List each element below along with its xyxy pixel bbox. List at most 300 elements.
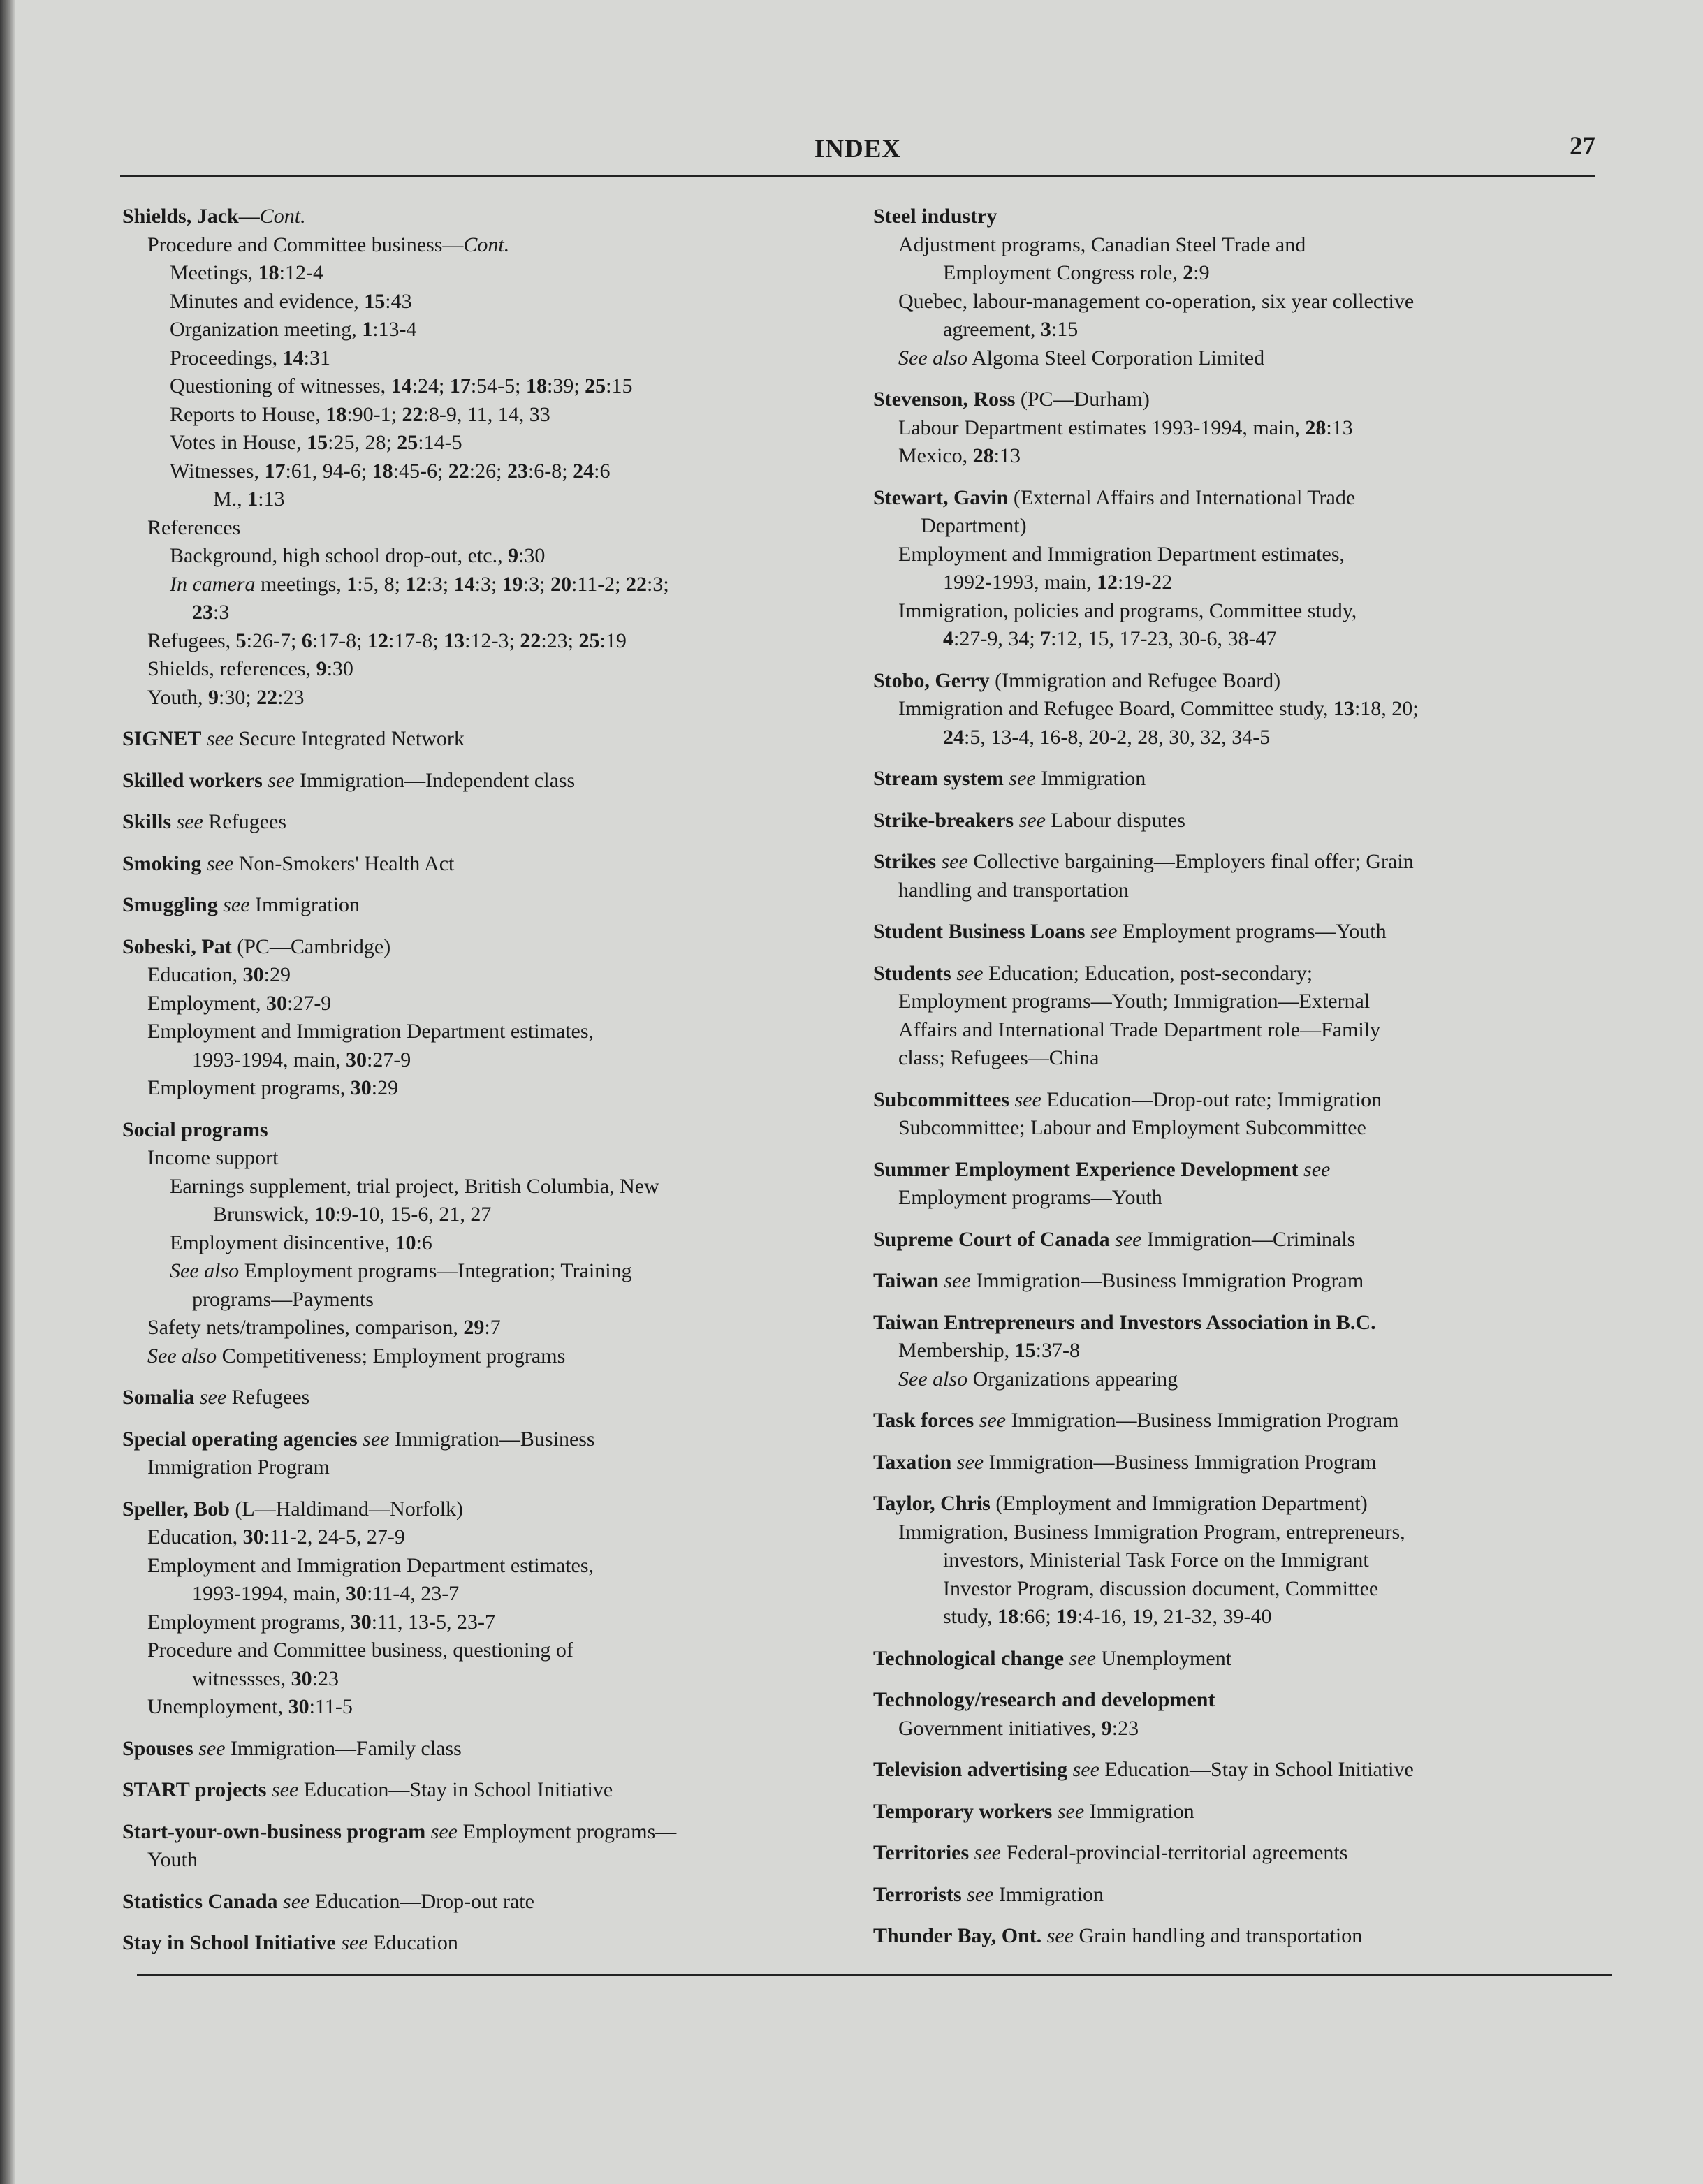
entry-text: Immigration and Refugee Board, Committee study, bbox=[898, 697, 1333, 720]
entry-text: :12-4 bbox=[279, 261, 323, 284]
entry-text: :13 bbox=[258, 488, 285, 511]
entry-text: Immigration—Criminals bbox=[1146, 1227, 1356, 1251]
issue-number: 9 bbox=[508, 544, 519, 567]
entry-subline bbox=[122, 429, 856, 457]
entry-text: Employment programs, bbox=[147, 1610, 351, 1634]
entry-text: :30 bbox=[326, 657, 353, 680]
entry-text: Immigration—Family class bbox=[231, 1736, 462, 1760]
entry-subline bbox=[122, 961, 856, 990]
italic-text: see bbox=[425, 1819, 463, 1843]
issue-number: 17 bbox=[449, 374, 471, 397]
entry-text: handling and transportation bbox=[898, 878, 1129, 902]
issue-number: 12 bbox=[1096, 571, 1118, 594]
entry-text: :5, 13-4, 16-8, 20-2, 28, 30, 32, 34-5 bbox=[964, 725, 1271, 749]
index-entry bbox=[873, 1645, 1607, 1673]
italic-text: See also bbox=[898, 1367, 968, 1391]
entry-subline bbox=[873, 1518, 1607, 1547]
entry-text: Education; Education, post-secondary; bbox=[988, 961, 1313, 985]
entry-text: Income support bbox=[147, 1146, 279, 1169]
entry-text: :24; bbox=[411, 374, 450, 397]
entry-subline bbox=[873, 414, 1607, 443]
issue-number: 22 bbox=[626, 572, 648, 596]
entry-subline bbox=[873, 1184, 1607, 1212]
entry-heading-line bbox=[873, 1881, 1607, 1910]
entry-heading-line bbox=[122, 1495, 856, 1524]
italic-text: see bbox=[262, 768, 300, 792]
entry-heading-line bbox=[122, 1384, 856, 1412]
entry-subline bbox=[873, 988, 1607, 1016]
entry-heading-line bbox=[873, 1798, 1607, 1826]
entry-heading-line bbox=[873, 1226, 1607, 1254]
entry-text: Unemployment, bbox=[147, 1695, 288, 1718]
entry-heading: Task forces bbox=[873, 1409, 974, 1432]
entry-subline bbox=[122, 457, 856, 486]
issue-number: 14 bbox=[282, 346, 304, 369]
issue-number: 4 bbox=[943, 627, 953, 650]
entry-text: (Employment and Immigration Department) bbox=[990, 1492, 1368, 1515]
entry-text: Employment programs— bbox=[462, 1819, 677, 1843]
entry-text: Department) bbox=[921, 514, 1027, 537]
italic-text: see bbox=[201, 727, 239, 750]
entry-subline bbox=[122, 1018, 856, 1046]
index-entry bbox=[122, 1888, 856, 1917]
issue-number: 30 bbox=[350, 1076, 372, 1099]
issue-number: 19 bbox=[1056, 1605, 1078, 1628]
entry-subline bbox=[873, 1016, 1607, 1045]
entry-subline bbox=[122, 231, 856, 260]
entry-text: :23; bbox=[541, 629, 579, 652]
entry-text: investors, Ministerial Task Force on the Immigrant bbox=[943, 1548, 1369, 1571]
entry-heading: Taiwan Entrepreneurs and Investors Association in B.C. bbox=[873, 1310, 1376, 1334]
index-entry bbox=[873, 1490, 1607, 1632]
issue-number: 15 bbox=[1014, 1339, 1036, 1362]
entry-subline bbox=[122, 1229, 856, 1258]
entry-text: :43 bbox=[385, 289, 412, 313]
entry-text: Earnings supplement, trial project, British Columbia, New bbox=[170, 1174, 659, 1198]
italic-text: Cont. bbox=[259, 205, 306, 228]
entry-text: (L—Haldimand—Norfolk) bbox=[229, 1497, 464, 1520]
entry-heading-line bbox=[873, 960, 1607, 988]
index-entry bbox=[873, 765, 1607, 793]
entry-subline bbox=[122, 1074, 856, 1103]
entry-text: Competitiveness; Employment programs bbox=[217, 1344, 566, 1368]
entry-text: Membership, bbox=[898, 1339, 1015, 1362]
entry-text: Safety nets/trampolines, comparison, bbox=[147, 1316, 464, 1339]
italic-text: see bbox=[193, 1736, 231, 1760]
entry-heading: Territories bbox=[873, 1841, 970, 1864]
entry-heading-line bbox=[873, 484, 1607, 513]
page-title: INDEX bbox=[814, 135, 902, 163]
entry-heading: Somalia bbox=[122, 1386, 195, 1409]
entry-text: :90-1; bbox=[346, 402, 402, 426]
entry-text: References bbox=[147, 515, 241, 539]
entry-heading-line bbox=[122, 891, 856, 920]
index-column-right bbox=[873, 203, 1607, 1964]
entry-heading-line bbox=[873, 1267, 1607, 1296]
entry-text: Education bbox=[373, 1931, 458, 1954]
issue-number: 18 bbox=[997, 1605, 1019, 1628]
entry-text: :30; bbox=[219, 685, 257, 709]
entry-text: Non-Smokers' Health Act bbox=[238, 851, 455, 875]
entry-text: :25, 28; bbox=[328, 431, 397, 454]
issue-number: 18 bbox=[258, 261, 279, 284]
index-entry bbox=[122, 1929, 856, 1958]
entry-subline bbox=[873, 541, 1607, 569]
italic-text: See also bbox=[898, 346, 968, 369]
entry-text: programs—Payments bbox=[192, 1287, 374, 1311]
entry-heading-line bbox=[873, 1490, 1607, 1518]
entry-text: Procedure and Committee business— bbox=[147, 233, 464, 256]
issue-number: 30 bbox=[345, 1582, 367, 1605]
entry-text: :5, 8; bbox=[357, 572, 406, 596]
entry-subline bbox=[122, 542, 856, 571]
entry-subline bbox=[873, 259, 1607, 288]
entry-text: Employment programs—Youth bbox=[1122, 920, 1387, 943]
issue-number: 22 bbox=[520, 629, 541, 652]
entry-heading-line bbox=[873, 1839, 1607, 1868]
issue-number: 17 bbox=[264, 459, 286, 483]
italic-text: Cont. bbox=[463, 233, 510, 256]
entry-text: Education—Stay in School Initiative bbox=[303, 1778, 613, 1801]
index-entry bbox=[873, 1922, 1607, 1951]
entry-subline bbox=[873, 288, 1607, 316]
page-binding-shadow bbox=[0, 0, 15, 2184]
issue-number: 30 bbox=[345, 1048, 367, 1071]
entry-text: Employment, bbox=[147, 991, 266, 1015]
index-entry bbox=[873, 203, 1607, 372]
index-entry bbox=[873, 386, 1607, 471]
entry-text: :37-8 bbox=[1035, 1339, 1080, 1362]
entry-text: :27-9, 34; bbox=[953, 627, 1041, 650]
entry-text: :23 bbox=[1111, 1716, 1139, 1740]
entry-heading: Taxation bbox=[873, 1450, 952, 1474]
italic-text: see bbox=[357, 1427, 395, 1451]
entry-text: Labour disputes bbox=[1051, 808, 1185, 832]
entry-subline bbox=[873, 569, 1607, 597]
issue-number: 22 bbox=[256, 685, 278, 709]
index-entry bbox=[122, 767, 856, 796]
entry-subline bbox=[122, 627, 856, 656]
issue-number: 12 bbox=[405, 572, 427, 596]
entry-heading-line bbox=[873, 765, 1607, 793]
entry-text: 1992-1993, main, bbox=[943, 571, 1097, 594]
issue-number: 24 bbox=[573, 459, 594, 483]
entry-text: (Immigration and Refugee Board) bbox=[989, 668, 1281, 692]
entry-subline bbox=[873, 1603, 1607, 1632]
italic-text: see bbox=[969, 1841, 1007, 1864]
entry-text: Immigration bbox=[255, 893, 360, 916]
entry-text: Organizations appearing bbox=[967, 1367, 1178, 1391]
entry-heading-line bbox=[122, 203, 856, 231]
entry-text: Questioning of witnesses, bbox=[170, 374, 391, 397]
entry-text: Immigration bbox=[1041, 767, 1146, 790]
italic-text: see bbox=[1003, 767, 1041, 790]
italic-text: see bbox=[951, 961, 989, 985]
italic-text: see bbox=[217, 893, 256, 916]
issue-number: 22 bbox=[448, 459, 469, 483]
entry-subline bbox=[122, 1286, 856, 1314]
index-entry bbox=[122, 808, 856, 837]
entry-subline bbox=[873, 1044, 1607, 1073]
entry-heading-line bbox=[122, 1818, 856, 1847]
issue-number: 9 bbox=[316, 657, 327, 680]
entry-text: Employment disincentive, bbox=[170, 1231, 395, 1254]
issue-number: 25 bbox=[585, 374, 606, 397]
entry-heading: Subcommittees bbox=[873, 1087, 1009, 1111]
entry-text: Employment programs—Youth; Immigration—External bbox=[898, 990, 1371, 1013]
entry-text: Refugees, bbox=[147, 629, 236, 652]
entry-text: :26-7; bbox=[246, 629, 302, 652]
entry-text: M., bbox=[213, 488, 248, 511]
entry-text: Witnesses, bbox=[170, 459, 265, 483]
index-entry bbox=[873, 848, 1607, 904]
entry-text: :23 bbox=[312, 1666, 339, 1690]
entry-subline bbox=[122, 1257, 856, 1286]
italic-text: see bbox=[1067, 1758, 1105, 1781]
index-entry bbox=[122, 1735, 856, 1764]
entry-heading: Terrorists bbox=[873, 1882, 962, 1906]
entry-text: class; Refugees—China bbox=[898, 1046, 1099, 1069]
entry-subline bbox=[122, 1453, 856, 1482]
entry-text: :6 bbox=[416, 1231, 432, 1254]
entry-text: Immigration—Independent class bbox=[300, 768, 576, 792]
italic-text: See also bbox=[170, 1259, 240, 1282]
entry-subline bbox=[122, 1144, 856, 1173]
issue-number: 24 bbox=[943, 725, 964, 749]
entry-subline bbox=[122, 1608, 856, 1637]
entry-heading: Thunder Bay, Ont. bbox=[873, 1924, 1042, 1947]
italic-text: see bbox=[1009, 1087, 1047, 1111]
entry-heading: Supreme Court of Canada bbox=[873, 1227, 1110, 1251]
entry-subline bbox=[122, 344, 856, 373]
entry-text: :26; bbox=[469, 459, 507, 483]
issue-number: 13 bbox=[444, 629, 465, 652]
issue-number: 23 bbox=[506, 459, 528, 483]
italic-text: see bbox=[1064, 1646, 1102, 1670]
entry-text: Immigration, policies and programs, Committee study, bbox=[898, 599, 1357, 622]
italic-text: see bbox=[266, 1778, 304, 1801]
entry-heading: Special operating agencies bbox=[122, 1427, 358, 1451]
page-header bbox=[120, 126, 1595, 175]
entry-subline bbox=[122, 1846, 856, 1875]
issue-number: 22 bbox=[402, 402, 423, 426]
index-entry bbox=[873, 1449, 1607, 1477]
entry-heading-line bbox=[873, 1645, 1607, 1673]
entry-heading-line bbox=[122, 1929, 856, 1958]
issue-number: 15 bbox=[307, 431, 328, 454]
entry-text: :29 bbox=[371, 1076, 399, 1099]
issue-number: 30 bbox=[242, 963, 264, 986]
entry-heading-line bbox=[122, 1888, 856, 1917]
entry-text: :11-2, 24-5, 27-9 bbox=[263, 1525, 405, 1548]
entry-text: Shields, references, bbox=[147, 657, 316, 680]
entry-text: :13 bbox=[1326, 416, 1353, 439]
italic-text: see bbox=[974, 1409, 1011, 1432]
italic-text: see bbox=[1298, 1157, 1331, 1181]
entry-subline bbox=[122, 1046, 856, 1075]
entry-subline bbox=[122, 1665, 856, 1694]
index-entry bbox=[122, 1818, 856, 1875]
index-entry bbox=[873, 1309, 1607, 1394]
entry-subline bbox=[122, 1314, 856, 1342]
entry-text: :11-2; bbox=[571, 572, 627, 596]
entry-text: Employment and Immigration Department estimates, bbox=[147, 1020, 594, 1043]
footer-rule bbox=[137, 1974, 1612, 1976]
entry-text: :3 bbox=[213, 601, 230, 624]
entry-subline bbox=[122, 684, 856, 712]
entry-heading: Spouses bbox=[122, 1736, 193, 1760]
italic-text: see bbox=[1109, 1227, 1147, 1251]
italic-text: see bbox=[936, 850, 974, 873]
issue-number: 13 bbox=[1333, 697, 1354, 720]
entry-heading: Stevenson, Ross bbox=[873, 388, 1016, 411]
entry-subline bbox=[873, 1546, 1607, 1575]
entry-heading-line bbox=[122, 1116, 856, 1145]
entry-text: :12, 15, 17-23, 30-6, 38-47 bbox=[1051, 627, 1277, 650]
entry-heading-line bbox=[873, 807, 1607, 835]
entry-heading: Strikes bbox=[873, 850, 936, 873]
entry-subline bbox=[122, 1580, 856, 1608]
issue-number: 9 bbox=[1101, 1716, 1112, 1740]
entry-text: Proceedings, bbox=[170, 346, 283, 369]
italic-text: see bbox=[201, 851, 239, 875]
entry-text: :9-10, 15-6, 21, 27 bbox=[335, 1203, 492, 1226]
italic-text: see bbox=[1041, 1924, 1079, 1947]
issue-number: 30 bbox=[288, 1695, 309, 1718]
entry-text: Immigration, Business Immigration Program, entrepreneurs, bbox=[898, 1520, 1405, 1544]
entry-text: Organization meeting, bbox=[170, 318, 363, 341]
entry-subline bbox=[873, 695, 1607, 724]
entry-text: 1993-1994, main, bbox=[192, 1582, 346, 1605]
entry-text: Education, bbox=[147, 1525, 243, 1548]
entry-text: :11-5 bbox=[309, 1695, 353, 1718]
entry-text: Minutes and evidence, bbox=[170, 289, 365, 313]
entry-text: :3; bbox=[522, 572, 550, 596]
index-entry bbox=[122, 1426, 856, 1482]
italic-text: see bbox=[277, 1889, 315, 1913]
issue-number: 23 bbox=[192, 601, 213, 624]
entry-heading-line bbox=[873, 386, 1607, 414]
issue-number: 18 bbox=[372, 459, 393, 483]
entry-text: Immigration—Business Immigration Program bbox=[976, 1269, 1364, 1292]
entry-subline bbox=[873, 625, 1607, 654]
entry-subline bbox=[873, 1337, 1607, 1365]
entry-text: (PC—Cambridge) bbox=[231, 935, 391, 958]
italic-text: see bbox=[1052, 1799, 1090, 1823]
entry-text: Meetings, bbox=[170, 261, 258, 284]
entry-heading: Social programs bbox=[122, 1117, 268, 1141]
issue-number: 28 bbox=[1305, 416, 1326, 439]
entry-heading: Strike-breakers bbox=[873, 808, 1014, 832]
entry-text: 1993-1994, main, bbox=[192, 1048, 346, 1071]
index-entry bbox=[873, 1686, 1607, 1743]
entry-subline bbox=[122, 1342, 856, 1371]
entry-text: :3; bbox=[647, 572, 669, 596]
entry-heading: Taylor, Chris bbox=[873, 1492, 991, 1515]
entry-text: Employment programs, bbox=[147, 1076, 351, 1099]
issue-number: 3 bbox=[1040, 318, 1051, 341]
entry-text: :39; bbox=[546, 374, 585, 397]
entry-text: Youth, bbox=[147, 685, 208, 709]
index-entry bbox=[873, 667, 1607, 752]
issue-number: 7 bbox=[1040, 627, 1051, 650]
entry-subline bbox=[873, 877, 1607, 905]
index-entry bbox=[122, 1116, 856, 1371]
entry-subline bbox=[122, 599, 856, 627]
entry-text: meetings, bbox=[255, 572, 347, 596]
entry-text: Employment programs—Integration; Training bbox=[239, 1259, 632, 1282]
index-entry bbox=[873, 1226, 1607, 1254]
issue-number: 30 bbox=[291, 1666, 312, 1690]
entry-heading: Stream system bbox=[873, 767, 1004, 790]
entry-heading-line bbox=[873, 1086, 1607, 1115]
entry-subline bbox=[873, 724, 1607, 752]
index-entry bbox=[122, 203, 856, 712]
entry-heading-line bbox=[122, 767, 856, 796]
entry-text: Reports to House, bbox=[170, 402, 326, 426]
header-rule bbox=[120, 175, 1595, 177]
entry-heading-line bbox=[122, 1776, 856, 1805]
entry-text: :3; bbox=[426, 572, 454, 596]
index-entry bbox=[873, 1086, 1607, 1143]
entry-subline bbox=[873, 1114, 1607, 1143]
issue-number: 12 bbox=[367, 629, 388, 652]
italic-text: see bbox=[194, 1386, 232, 1409]
italic-text: see bbox=[171, 810, 209, 833]
entry-text: Immigration bbox=[998, 1882, 1104, 1906]
issue-number: 30 bbox=[265, 991, 287, 1015]
issue-number: 18 bbox=[525, 374, 547, 397]
entry-heading: Smuggling bbox=[122, 893, 218, 916]
entry-subline bbox=[122, 1552, 856, 1581]
index-entry bbox=[122, 850, 856, 879]
entry-heading: Student Business Loans bbox=[873, 920, 1086, 943]
entry-text: Employment and Immigration Department estimates, bbox=[898, 542, 1345, 566]
index-entry bbox=[122, 1776, 856, 1805]
issue-number: 29 bbox=[463, 1316, 485, 1339]
entry-heading: Smoking bbox=[122, 851, 202, 875]
entry-text: :15 bbox=[606, 374, 633, 397]
issue-number: 10 bbox=[314, 1203, 335, 1226]
entry-text: Federal-provincial-territorial agreements bbox=[1006, 1841, 1348, 1864]
issue-number: 1 bbox=[247, 488, 258, 511]
entry-text: Immigration—Business Immigration Program bbox=[1011, 1409, 1399, 1432]
issue-number: 6 bbox=[301, 629, 312, 652]
entry-subline bbox=[873, 442, 1607, 471]
entry-subline bbox=[122, 1693, 856, 1722]
entry-text: Employment programs—Youth bbox=[898, 1186, 1162, 1209]
entry-text: study, bbox=[943, 1605, 998, 1628]
entry-text: :6-8; bbox=[527, 459, 573, 483]
issue-number: 30 bbox=[242, 1525, 264, 1548]
entry-text: Immigration Program bbox=[147, 1456, 330, 1479]
entry-heading-line bbox=[122, 725, 856, 754]
index-entry bbox=[873, 1156, 1607, 1212]
entry-text: :7 bbox=[484, 1316, 501, 1339]
entry-text: Investor Program, discussion document, Committee bbox=[943, 1576, 1379, 1600]
entry-text: :3; bbox=[474, 572, 502, 596]
entry-text: — bbox=[238, 205, 260, 228]
entry-text: Secure Integrated Network bbox=[238, 727, 465, 750]
entry-heading-line bbox=[873, 1156, 1607, 1185]
index-entry bbox=[873, 807, 1607, 835]
entry-heading: Sobeski, Pat bbox=[122, 935, 232, 958]
index-entry bbox=[873, 1267, 1607, 1296]
entry-text: Votes in House, bbox=[170, 431, 307, 454]
issue-number: 15 bbox=[364, 289, 386, 313]
entry-heading: Television advertising bbox=[873, 1758, 1068, 1781]
entry-text: agreement, bbox=[943, 318, 1041, 341]
